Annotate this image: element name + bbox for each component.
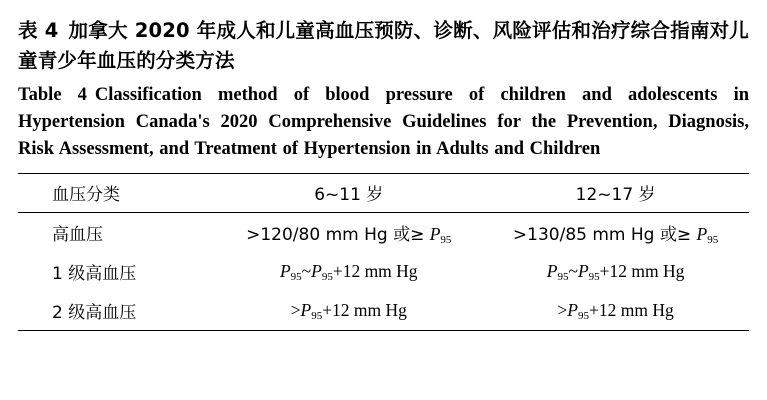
- table-header: [18, 173, 749, 212]
- row-label-stage-2-hypertension: 2 级高血压: [18, 291, 215, 331]
- row-label-hypertension: 高血压: [52, 224, 103, 245]
- cell-text-prefix: >120/80 mm Hg 或≥: [246, 224, 430, 245]
- caption-chinese-label: 表 4: [18, 19, 59, 42]
- blood-pressure-classification-table: [18, 173, 749, 331]
- cell-stage1-6-11: $P_{95}\sim P_{95}+12$ mm Hg: [279, 260, 418, 283]
- column-header-age-12-17: 12~17 岁: [482, 173, 749, 212]
- cell-hypertension-12-17: [482, 212, 749, 252]
- table-body: [18, 212, 749, 330]
- row-label-stage-1-hypertension: 1 级高血压: [52, 263, 137, 284]
- cell-text-prefix: >130/85 mm Hg 或≥: [512, 224, 697, 245]
- cell-subscript: 95: [707, 233, 719, 246]
- cell-stage2-6-11: $>P_{95}+12$ mm Hg: [215, 291, 482, 331]
- caption-english-label: Table 4: [18, 85, 87, 106]
- cell-stage2-12-17: $>P_{95}+12$ mm Hg: [482, 291, 749, 331]
- column-header-category: 血压分类: [18, 173, 215, 212]
- cell-variable: P: [429, 223, 441, 244]
- caption-chinese-text: 加拿大 2020 年成人和儿童高血压预防、诊断、风险评估和治疗综合指南对儿童青少年血压的分类方法: [18, 19, 749, 73]
- caption-chinese: [18, 16, 749, 76]
- cell-subscript: 95: [440, 233, 452, 246]
- table-row: [18, 252, 749, 291]
- table-row: [18, 291, 749, 331]
- cell-hypertension-6-11: [215, 212, 482, 252]
- cell-stage1-12-17: $P_{95}\sim P_{95}+12$ mm Hg: [546, 260, 685, 283]
- cell-variable: P: [696, 223, 708, 244]
- caption-english: [18, 82, 749, 162]
- caption-english-text: Classification method of blood pressure of children and adolescents in Hypertension Canada's 2020 Comprehensive Guidelines for the Prevention, Diagnosis, Risk Assessment, and Treatment of Hypertension in Adults and Children: [18, 85, 749, 160]
- table-header-row: [18, 173, 749, 212]
- column-header-age-6-11: 6~11 岁: [215, 173, 482, 212]
- table-row: [18, 212, 749, 252]
